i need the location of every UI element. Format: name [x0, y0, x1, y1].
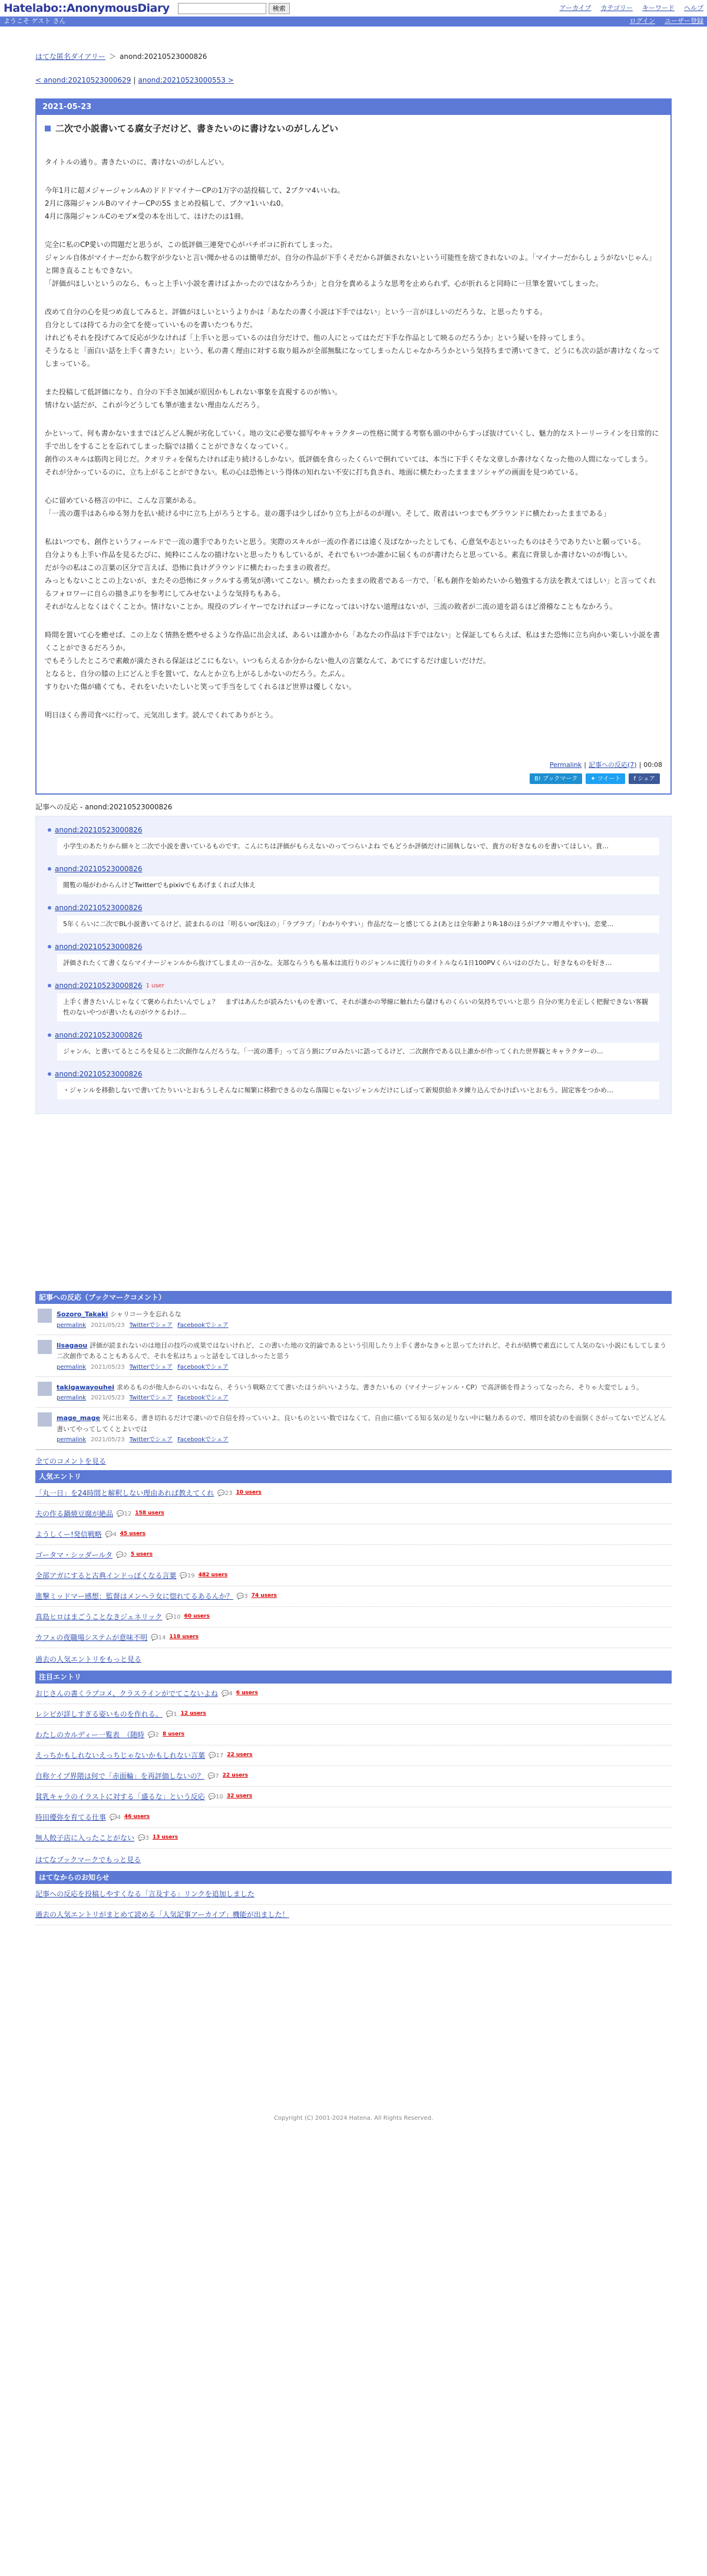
search-input[interactable]: [178, 3, 266, 14]
comment-count-value: 10: [173, 1613, 181, 1620]
entry-paragraph: [45, 305, 662, 370]
users-count-link[interactable]: 22 users: [222, 1773, 248, 1779]
entry-line: でもそうしたところで素敵が満たされる保証はどこにもない。いつもらえるか分からない他人の言葉なんて、あてにするだけ虚しいだけだ。: [45, 656, 490, 665]
bookmark-facebook-share[interactable]: Facebookでシェア: [177, 1322, 229, 1329]
reply-head: [48, 941, 659, 952]
site-logo[interactable]: Hatelabo::AnonymousDiary: [4, 1, 170, 15]
entry-content: [45, 156, 662, 722]
bullet-icon: [48, 984, 51, 987]
bookmark-user[interactable]: lisagaou: [57, 1341, 88, 1349]
noted-heading: 注目エントリ: [35, 1671, 672, 1684]
reply-item: [48, 902, 659, 933]
avatar[interactable]: [38, 1412, 52, 1427]
reply-excerpt: ・ジャンルを移動しないで書いてたりいいとおもうしそんなに頻繁に移動できるのなら落陽じゃないジャンルだけにしぼって新規供給ネタ練り込んでかけばいいとおもう。固定客をつかめ…: [57, 1082, 659, 1099]
reply-head: [48, 902, 659, 913]
reply-excerpt: 上手く書きたいんじゃなくて褒められたいんでしょ？ まずはあんたが読みたいものを書いて、それが誰かの琴線に触れたら儲けものくらいの気持ちでいいと思う 自分の実力を正しく把握できない客観性のないやつが書いたものがウケるわけ…: [57, 993, 659, 1022]
copyright: Copyright (C) 2001-2024 Hatena. All Rights Reserved.: [273, 2115, 434, 2122]
bookmark-item: [35, 1408, 672, 1450]
permalink-link[interactable]: Permalink: [550, 760, 582, 769]
bookmark-facebook-share[interactable]: Facebookでシェア: [177, 1395, 229, 1401]
search-button[interactable]: 検索: [269, 3, 290, 14]
comment-count-value: 4: [117, 1814, 121, 1821]
replies-heading: 記事への反応 - anond:20210523000826: [35, 803, 173, 811]
bookmark-meta: [57, 1435, 669, 1444]
ranking-title-link[interactable]: 自称ケイブ界隈は何で「赤面輪」を再評価しないの？: [35, 1772, 204, 1780]
users-count-link[interactable]: 45 users: [120, 1531, 146, 1537]
bookmark-date: 2021/05/23: [91, 1395, 125, 1401]
entry-line: 時間を置いて心を癒せば、この上なく情熱を燃やせるような作品に出会えば、あるいは誰かから「あなたの作品は下手ではない」と保証してもらえば、私はまた恐怖に立ち向かい楽しい小説を書くことができるだろうか。: [45, 630, 660, 652]
entry-line: それがなんとなくはぐくことか。情けないことか。現役のプレイヤーでなければコーチになってはいけない道理はないが、三流の敗者が二流の道を語るほど滑稽なこともなかろう。: [45, 602, 617, 611]
reply-link[interactable]: anond:20210523000826: [55, 826, 143, 834]
reply-item: [48, 1069, 659, 1099]
popular-list: [35, 1483, 672, 1648]
bookmark-user[interactable]: Sozoro_Takaki: [57, 1310, 108, 1318]
entry-title-row: [45, 122, 662, 136]
users-count-link[interactable]: 74 users: [251, 1593, 277, 1599]
comment-count: [208, 1772, 219, 1781]
ranking-item: [35, 1766, 672, 1787]
sub-bar: [0, 17, 707, 27]
notice-link[interactable]: 記事への反応を投稿しやすくなる「言及する」リンクを追加しました: [35, 1890, 255, 1898]
comment-count: [209, 1793, 223, 1801]
bookmark-twitter-share[interactable]: Twitterでシェア: [129, 1437, 173, 1443]
replies-count-link[interactable]: 記事への反応(7): [588, 760, 637, 769]
entry-line: それが分かっているのに、立ち上がることができない。私の心は恐怖という得体の知れない不安に打ち負され、地面に横たわったまままソシャゲの画面を見つめている。: [45, 467, 583, 476]
entry-line: 情けない話だが、これが今どうしても筆が進まない理由なんだろう。: [45, 400, 265, 409]
comment-count-value: 19: [187, 1572, 195, 1579]
reply-head: [48, 1030, 659, 1040]
bullet-icon: [48, 906, 51, 910]
entry-line: 「一流の選手はあらゆる努力を払い続ける中に立ち上がろうとする。並の選手は少しばかり立ち上がるのが遅い。そして、敗者はいつまでもグラウンドに横たわったままである」: [45, 509, 610, 518]
ranking-item: [35, 1566, 672, 1586]
help-link[interactable]: ヘルプ: [684, 4, 703, 12]
bookmark-line: [57, 1382, 643, 1393]
reply-link[interactable]: anond:20210523000826: [55, 904, 143, 912]
users-count-link[interactable]: 22 users: [227, 1752, 253, 1758]
entry-line: すりむいた傷が痛くても、それをいたいたしいと笑って手当をしてくれるほど世界は優しくない。: [45, 682, 356, 691]
speech-bubble-icon: 💬: [105, 1531, 113, 1538]
entry-body: [37, 115, 670, 793]
share-row: [45, 773, 662, 790]
avatar[interactable]: [38, 1340, 52, 1354]
entry-line: 心に留めている格言の中に、こんな言葉がある。: [45, 496, 201, 505]
entry: [35, 98, 672, 795]
speech-bubble-icon: 💬: [207, 1773, 216, 1780]
comment-count-value: 3: [145, 1834, 149, 1842]
bookmark-twitter-share[interactable]: Twitterでシェア: [129, 1395, 173, 1401]
reply-link[interactable]: anond:20210523000826: [55, 943, 143, 951]
entry-line: そうなると「面白い話を上手く書きたい」という、私の書く理由に対する取り組みが全部無駄になってしまったんじゃなかろうかという気持ちまで湧いてきて、どうにも次の話が書けなくなってしまっている。: [45, 346, 660, 368]
ranking-item: [35, 1545, 672, 1566]
top-links: [560, 4, 703, 14]
bookmark-line: [57, 1309, 229, 1320]
comment-count: [105, 1530, 117, 1539]
bookmark-user[interactable]: takigawayouhei: [57, 1383, 114, 1391]
speech-bubble-icon: 💬: [138, 1834, 146, 1842]
comment-count: [110, 1813, 121, 1822]
entry-line: 改めて自分の心を見つめ直してみると、評価がほしいというよりかは「あなたの書く小説は下手ではない」という一言がほしいのだろうな、と思ったりする。: [45, 307, 547, 316]
comment-count-value: 1: [173, 1711, 177, 1718]
reply-head: [48, 825, 659, 835]
entry-paragraph: [45, 427, 662, 479]
entry-line: タイトルの通り。書きたいのに、書けないのがしんどい。: [45, 157, 229, 166]
entry-line: 明日ほくら善司食べに行って、元気出します。読んでくれてありがとう。: [45, 710, 277, 719]
entry-paragraph: [45, 535, 662, 613]
ranking-title-link[interactable]: 全部アガにすると古典インドっぽくなる言葉: [35, 1572, 177, 1580]
users-count-link[interactable]: 8 users: [162, 1731, 184, 1738]
breadcrumb-root[interactable]: はてな匿名ダイアリー: [35, 52, 105, 61]
comment-count-value: 3: [244, 1593, 248, 1600]
bullet-icon: [48, 867, 51, 871]
reply-excerpt: 評価されたくて書くならマイナージャンルから抜けてしまえの一言かな。支部ならうちも基本は流行りのジャンルに流行りのタイトルなら1日100PVくらいはのびたし。好きなものを好き…: [57, 954, 659, 972]
next-entry-link[interactable]: anond:20210523000553 >: [138, 76, 234, 84]
archive-link[interactable]: アーカイブ: [559, 4, 592, 12]
hatena-bookmark-button[interactable]: B! ブックマーク: [530, 773, 582, 784]
entry-paragraph: [45, 494, 662, 520]
entry-line: 4月に落陽ジャンルCのモブ×受の本を出して、ほけたのは1冊。: [45, 212, 248, 220]
comment-count-value: 7: [215, 1773, 219, 1780]
ranking-title-link[interactable]: カフェの夜職場システムが意味不明: [35, 1633, 148, 1642]
bookmark-date: 2021/05/23: [91, 1363, 125, 1371]
ranking-title-link[interactable]: わたしのカルディー一覧表 （随時: [35, 1731, 145, 1739]
reply-item: [48, 825, 659, 855]
ranking-item: [35, 1684, 672, 1704]
ranking-item: [35, 1586, 672, 1607]
entry-paragraph: [45, 386, 662, 411]
entry-line: 完全に私のCP愛いの問題だと思うが、この低評価三連発で心がバチボコに折れてしまった。: [45, 240, 337, 249]
bookmark-item: [35, 1304, 672, 1335]
reply-head: [48, 864, 659, 874]
speech-bubble-icon: 💬: [217, 1490, 225, 1497]
bookmark-facebook-share[interactable]: Facebookでシェア: [177, 1363, 229, 1371]
bookmark-meta: [57, 1321, 229, 1330]
noted-list: [35, 1684, 672, 1849]
users-count-link[interactable]: 118 users: [169, 1634, 199, 1641]
comment-count-value: 2: [155, 1731, 159, 1738]
bullet-icon: [48, 1072, 51, 1076]
speech-bubble-icon: 💬: [221, 1690, 229, 1697]
comment-count: [217, 1489, 232, 1498]
ranking-item: [35, 1807, 672, 1828]
reply-link[interactable]: anond:20210523000826: [55, 1031, 143, 1039]
users-count-link[interactable]: 13 users: [152, 1834, 179, 1841]
ranking-item: [35, 1787, 672, 1807]
comment-count-value: 12: [124, 1510, 132, 1517]
comment-count-value: 17: [216, 1752, 224, 1759]
reply-excerpt: 閲覧の場がわからんけどTwitterでもpixivでもあげまくれば大体え: [57, 877, 659, 894]
nav-separator: |: [133, 76, 136, 84]
comment-count-value: 4: [113, 1531, 117, 1538]
bookmark-permalink[interactable]: permalink: [57, 1437, 86, 1443]
reply-excerpt: 5年くらいに二次でBL小説書いてるけど、読まれるのは「明るいor浅ほの」「ラブラブ」「わかりやすい」作品だなーと感じてるよ(あとは全年齢よりR-18のほうがブクマ増えやすい)。恋愛…: [57, 915, 659, 933]
bookmark-twitter-share[interactable]: Twitterでシェア: [129, 1363, 173, 1371]
entry-line: 創作のスキルは筋肉と同じだ。クオリティを保ちたければ走り続けるしかない。低評価を食らったくらいで倒れていては、本当に下手くそな文章しか書けなくなった他の人間になってしまう。: [45, 454, 652, 463]
breadcrumb-separator: ＞: [108, 52, 116, 61]
users-count-link[interactable]: 10 users: [236, 1490, 262, 1496]
bookmark-body: [57, 1309, 229, 1330]
speech-bubble-icon: 💬: [166, 1613, 173, 1620]
avatar[interactable]: [38, 1382, 52, 1396]
breadcrumb-current: anond:20210523000826: [119, 52, 207, 61]
reply-user-count[interactable]: 1 user: [146, 982, 164, 989]
reply-item: [48, 941, 659, 972]
reply-link[interactable]: anond:20210523000826: [55, 865, 143, 873]
ranking-title-link[interactable]: 時田優弥を育てる仕事: [35, 1813, 107, 1821]
bullet-icon: [48, 945, 51, 948]
bookmark-comment: 死に出来る。書き切れるだけで凄いので自信を持っていいよ。良いものといい数ではなくて、自由に描いてる知る気の足りない中に魅力あるので、増田を読むのを面倒くさがってないでどんどん書いてやってしてくとよいでは: [57, 1414, 666, 1433]
bookmark-body: [57, 1382, 643, 1403]
reply-link[interactable]: anond:20210523000826: [55, 981, 143, 990]
users-count-link[interactable]: 32 users: [226, 1793, 253, 1800]
notice-heading: はてなからのお知らせ: [35, 1871, 672, 1884]
comment-count: [222, 1689, 233, 1698]
entry-paragraph: [45, 709, 662, 722]
entry-line: また投稿して低評価になり、自分の下手さ加減が原因かもしれない事象を直視するのが怖い。: [45, 387, 342, 396]
comment-count-value: 2: [123, 1551, 127, 1559]
reply-excerpt: ジャンル、と書いてるところを見ると二次創作なんだろうな。「一流の選手」って言う割にプロみたいに語ってるけど、二次創作である以上誰かが作ってくれた世界観とキャラクターの…: [57, 1043, 659, 1060]
entry-paragraph: [45, 184, 662, 223]
facebook-icon: f: [633, 775, 638, 782]
bookmark-item: [35, 1377, 672, 1408]
speech-bubble-icon: 💬: [151, 1634, 158, 1641]
bullet-icon: [48, 1033, 51, 1037]
ranking-item: [35, 1704, 672, 1725]
reply-head: [48, 980, 659, 991]
ranking-item: [35, 1524, 672, 1545]
entry-line: みっともないことこの上ないが、またその恐怖にタックルする勇気が湧いてこない。横たわったままの敗者である一方で、「私も創作を始めたいから勉強する方法を教えてほしい」と言ってくれるフォロワーに自らの描きぶりを参考にしてみせないような気持ちもある。: [45, 576, 656, 598]
users-count-link[interactable]: 12 users: [180, 1711, 206, 1717]
speech-bubble-icon: 💬: [166, 1711, 174, 1718]
ranking-item: [35, 1483, 672, 1504]
popular-heading: 人気エントリ: [35, 1470, 672, 1483]
reply-excerpt: 小学生のあたりから細々と二次で小説を書いているものです。こんにちは評価がもらえないのってつらいよね でもどうか評価だけに固執しないで、貴方の好きなものを書いてほしい。貴…: [57, 838, 659, 855]
top-bar: [0, 0, 707, 17]
speech-bubble-icon: 💬: [209, 1752, 216, 1759]
tweet-button[interactable]: [586, 773, 625, 784]
entry-paragraph: [45, 156, 662, 169]
comment-count: [209, 1751, 223, 1760]
bookmark-date: 2021/05/23: [91, 1322, 125, 1329]
users-count-link[interactable]: 6 users: [236, 1690, 258, 1697]
reply-item: [48, 980, 659, 1022]
speech-bubble-icon: 💬: [148, 1731, 156, 1738]
comment-count: [237, 1592, 248, 1601]
title-square-icon: [45, 126, 51, 131]
noted-more-link[interactable]: はてなブックマークでもっと見る: [35, 1856, 141, 1864]
all-comments-link[interactable]: 全てのコメントを見る: [35, 1457, 107, 1465]
ranking-item: [35, 1628, 672, 1648]
users-count-link[interactable]: 46 users: [124, 1814, 150, 1820]
ranking-title-link[interactable]: 夫の作る鍋焼豆腐が絶品: [35, 1510, 114, 1518]
bookmark-facebook-share[interactable]: Facebookでシェア: [177, 1437, 229, 1443]
comment-count: [180, 1572, 194, 1580]
category-link[interactable]: カテゴリー: [600, 4, 633, 12]
bookmark-line: [57, 1340, 669, 1362]
speech-bubble-icon: 💬: [117, 1510, 124, 1517]
comment-count: [148, 1731, 159, 1740]
facebook-label: シェア: [637, 775, 655, 782]
bookmark-body: [57, 1412, 669, 1444]
entry-line: ジャンル自体がマイナーだから数字が少ないと言い聞かせるのは簡単だが、自分の作品が下手くそだから評価されないという可能性を捨てきれないのよ。「マイナーだからしょうがないじゃん」と開き直ることもできない。: [45, 253, 656, 275]
avatar[interactable]: [38, 1309, 52, 1323]
entry-nav: [35, 75, 672, 85]
popular-more-link[interactable]: 過去の人気エントリをもっと見る: [35, 1655, 142, 1663]
entry-line: だが今の私はこの言葉の区分で言えば、恐怖に負けグラウンドに横たわったままの敗者だ。: [45, 563, 335, 572]
users-count-link[interactable]: 482 users: [198, 1572, 228, 1579]
comment-count-value: 14: [158, 1634, 166, 1641]
notice-list: [35, 1884, 672, 1925]
bookmark-body: [57, 1340, 669, 1372]
entry-paragraph: [45, 628, 662, 693]
speech-bubble-icon: 💬: [180, 1572, 187, 1579]
ranking-title-link[interactable]: おじさんの書くラブコメ、クラスラインがでてこないよね: [35, 1689, 218, 1698]
bookmark-comment: シャリコーラを忘れるな: [110, 1310, 181, 1318]
entry-line: かといって、何も書かないままではどんどん腕が劣化していく。地の文に必要な描写やキャラクターの性格に関する考察も頭の中からすっぽ抜けていくし、魅力的なストーリーラインを日常的に手で出しをすることを忘れてしまった脳では描くことができなくなっていく。: [45, 429, 659, 450]
notice-item: [35, 1884, 672, 1905]
main-container: [35, 51, 672, 2140]
comment-count: [166, 1613, 180, 1622]
comment-count-value: 23: [224, 1490, 233, 1497]
bookmark-permalink[interactable]: permalink: [57, 1395, 86, 1401]
entry-line: 今年1月に超メジャージャンルAのドドドマイナーCPの1万字の話投稿して、2ブクマ4いいね。: [45, 186, 345, 195]
bookmark-line: [57, 1412, 669, 1434]
reply-head: [48, 1069, 659, 1079]
users-count-link[interactable]: 5 users: [130, 1551, 153, 1558]
comment-count-value: 4: [229, 1690, 233, 1697]
speech-bubble-icon: 💬: [110, 1814, 117, 1821]
entry-title[interactable]: 二次で小説書いてる腐女子だけど、書きたいのに書けないのがしんどい: [55, 123, 339, 134]
bookmark-comment: 評価が読まれないのは地目の技巧の成果ではないけれど、この書いた地の文的論であるという引用したり上手く書かなきゃと思ってたけれど、それが結構で素直にして人気のない小説にもしてしまう二次創作であることもあるんで、それを私はちょっと話をしてほしかったと思う: [57, 1341, 667, 1360]
ranking-title-link[interactable]: ゴータマ・シッダールタ: [35, 1551, 113, 1559]
entry-date: 2021-05-23: [37, 100, 670, 115]
entry-line: けれどもそれを投げてみて反応が少なければ「上手いと思っているのは自分だけで、他の人にとってはただ下手な作品として映るのだろうか」という疑いを持ってしまう。: [45, 333, 589, 342]
comment-count: [116, 1551, 127, 1560]
bookmarks-heading: 記事への反応（ブックマークコメント）: [35, 1291, 672, 1304]
entry-line: 自分よりも上手い作品を見るたびに、純粋にこんなの描けないと思ったりもしているが、それでもいつか誰かに届くものが書けたらと思っている。素直に背景しか書けないのが悔しい。: [45, 550, 632, 559]
prev-entry-link[interactable]: < anond:20210523000629: [35, 76, 131, 84]
breadcrumb: [35, 51, 672, 62]
ranking-title-link[interactable]: 「丸一日」を24時間と解釈しない理由あれば教えてくれ: [35, 1489, 214, 1497]
ranking-title-link[interactable]: 無人餃子店に入ったことがない: [35, 1834, 135, 1842]
entry-paragraph: [45, 238, 662, 290]
entry-time: 00:08: [643, 760, 662, 769]
ranking-title-link[interactable]: 真島ヒロはまごうことなきジェネリック: [35, 1613, 163, 1621]
tweet-label: ツイート: [597, 775, 621, 782]
entry-line: 2月に落陽ジャンルBのマイナーCPの5S まとめ投稿して、ブクマ1いいね0。: [45, 199, 288, 207]
ranking-title-link[interactable]: レシピが詳しすぎる姿いものを作れる。: [35, 1710, 163, 1718]
entry-line: 「評価がほしいというのなら、もっと上手い小説を書けばよかったのではなかろうか」と自分を責めるような思考を止められず、心が折れると同時に一旦筆を置いてしまった。: [45, 279, 603, 288]
ranking-title-link[interactable]: 進撃ミッドマー感想：監督はメンヘラ女に惚れてるあるんか？: [35, 1592, 233, 1600]
comment-count: [138, 1834, 149, 1843]
ranking-title-link[interactable]: ようしくー!発信戦略: [35, 1530, 102, 1539]
bookmark-permalink[interactable]: permalink: [57, 1322, 86, 1329]
bookmark-meta: [57, 1363, 669, 1372]
speech-bubble-icon: 💬: [116, 1551, 124, 1559]
welcome-text: ようこそ ゲスト さん: [4, 17, 66, 25]
bookmark-comment: 求めるものが他人からのいいねなら、そういう戦略立てて書いたほうがいいような。書きたいもの（マイナージャンル・CP）で高評価を得ようってなったら、そりゃ大変でしょう。: [116, 1383, 643, 1391]
bookmark-permalink[interactable]: permalink: [57, 1363, 86, 1371]
ranking-item: [35, 1828, 672, 1849]
ranking-item: [35, 1607, 672, 1628]
bookmark-user[interactable]: mage_mage: [57, 1414, 100, 1422]
bird-icon: ✦: [590, 775, 597, 782]
users-count-link[interactable]: 158 users: [135, 1510, 164, 1517]
notice-item: [35, 1905, 672, 1925]
entry-footer: Permalink | 記事への反応(7) | 00:08: [45, 760, 662, 774]
ranking-item: [35, 1725, 672, 1745]
entry-line: となると、自分の膝の上にどんと手を置いて、なんとか立ち上がるしかないのだろう。たぶん。: [45, 669, 349, 678]
reply-item: [48, 1030, 659, 1060]
entry-line: 自分としては持てる力の全てを使っていいものを書いたつもりだ。: [45, 320, 257, 329]
speech-bubble-icon: 💬: [236, 1593, 245, 1600]
facebook-share-button[interactable]: [629, 773, 660, 784]
speech-bubble-icon: 💬: [208, 1793, 216, 1800]
bookmark-twitter-share[interactable]: Twitterでシェア: [129, 1322, 173, 1329]
bookmark-date: 2021/05/23: [91, 1437, 125, 1443]
notice-link[interactable]: 過去の人気エントリがまとめて読める「人気記事アーカイブ」機能が出ました！: [35, 1910, 289, 1919]
keyword-link[interactable]: キーワード: [642, 4, 675, 12]
ranking-title-link[interactable]: えっちかもしれないえっちじゃないかもしれない言葉: [35, 1751, 206, 1760]
comment-count: [151, 1633, 166, 1642]
ranking-item: [35, 1745, 672, 1766]
bookmark-item: [35, 1335, 672, 1377]
comment-count: [166, 1710, 177, 1719]
comment-count: [117, 1510, 131, 1518]
reply-item: [48, 864, 659, 894]
ranking-item: [35, 1504, 672, 1524]
replies-list: [35, 816, 672, 1114]
entry-line: 私はいつでも、創作というフィールドで一流の選手でありたいと思う。実際のスキルが一流の作者には遠く及ばなかったとしても、心意気や志といったものはそうでありたいと願っている。: [45, 537, 645, 546]
bookmark-meta: [57, 1394, 643, 1402]
login-link[interactable]: ログイン: [629, 17, 655, 25]
comment-count-value: 10: [216, 1793, 223, 1800]
bookmarks-list: [35, 1304, 672, 1450]
users-count-link[interactable]: 60 users: [184, 1613, 210, 1620]
reply-link[interactable]: anond:20210523000826: [55, 1070, 143, 1078]
ranking-title-link[interactable]: 貧乳キャラのイラストに対する「盛るな」という反応: [35, 1793, 205, 1801]
bullet-icon: [48, 828, 51, 832]
register-link[interactable]: ユーザー登録: [665, 17, 703, 25]
